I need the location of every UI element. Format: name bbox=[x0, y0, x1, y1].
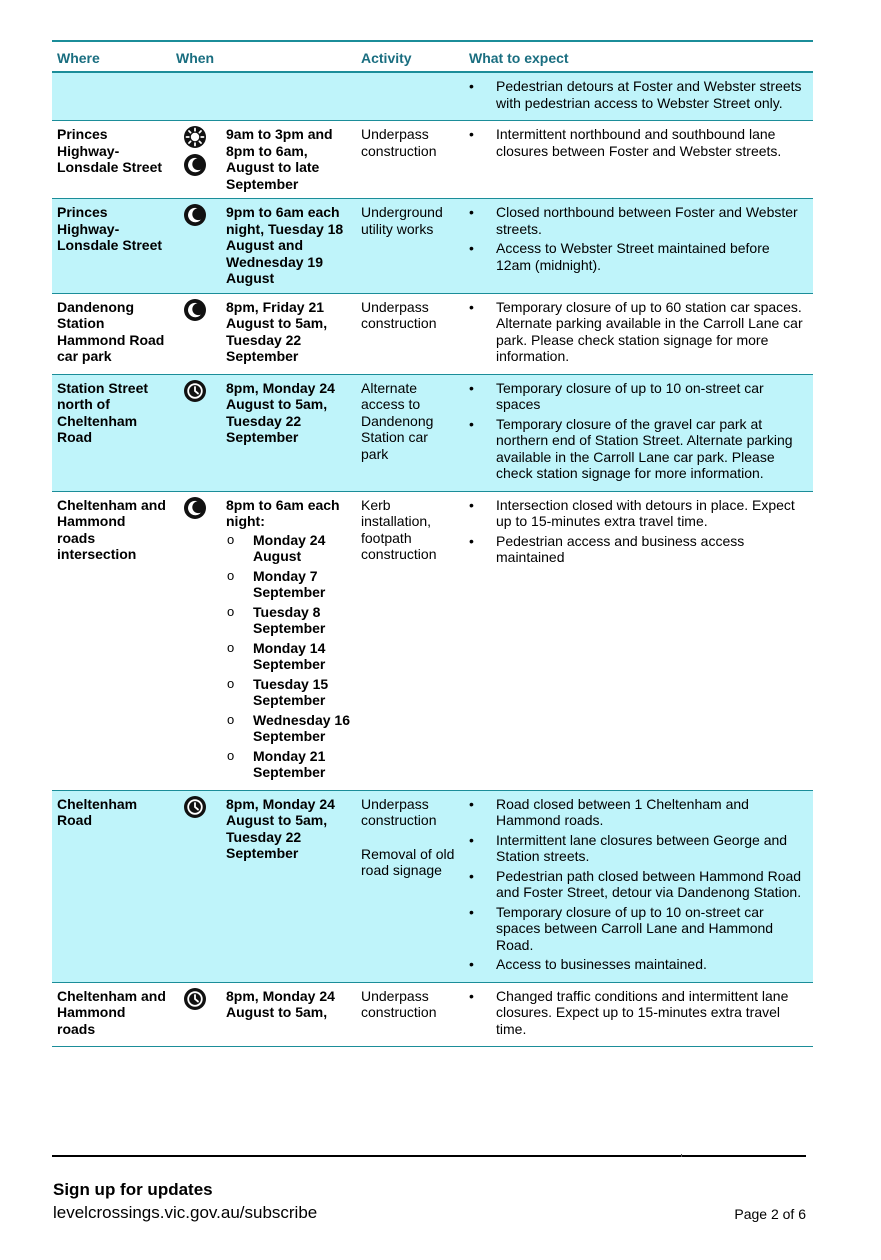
table-row bbox=[52, 293, 813, 374]
when-text: 8pm, Friday 21 August to 5am, Tuesday 22 September bbox=[226, 298, 328, 364]
cell-where: Station Street north of Cheltenham Road bbox=[52, 374, 171, 491]
cell-activity bbox=[356, 374, 464, 491]
expect-list bbox=[469, 204, 808, 273]
date-item: o Wednesday 16 September bbox=[226, 712, 351, 745]
roadworks-table bbox=[52, 40, 813, 1047]
page-number: Page 2 of 6 bbox=[734, 1206, 806, 1222]
cell-when bbox=[171, 199, 356, 294]
cell-activity bbox=[356, 982, 464, 1047]
moon-icon bbox=[183, 153, 207, 177]
table-row bbox=[52, 982, 813, 1047]
cell-when bbox=[171, 293, 356, 374]
date-item: o Tuesday 8 September bbox=[226, 604, 351, 637]
table-header-row bbox=[52, 41, 813, 72]
moon-icon bbox=[183, 496, 207, 520]
cell-what-to-expect bbox=[464, 199, 813, 294]
cell-what-to-expect bbox=[464, 374, 813, 491]
cell-what-to-expect bbox=[464, 293, 813, 374]
activity-text: Underpass construction bbox=[361, 126, 437, 159]
cell-when bbox=[171, 982, 356, 1047]
date-item: o Monday 21 September bbox=[226, 748, 351, 781]
activity-text: Underpass construction bbox=[361, 795, 437, 828]
cell-where bbox=[52, 72, 171, 121]
when-text: 8pm to 6am each night: bbox=[226, 496, 340, 529]
expect-item: • Intersection closed with detours in place. Expect up to 15-minutes extra travel time. bbox=[469, 497, 808, 530]
moon-icon bbox=[183, 203, 207, 227]
expect-item: • Pedestrian path closed between Hammond Road and Foster Street, detour via Dandenong Station. bbox=[469, 868, 808, 901]
expect-item: • Temporary closure of up to 10 on-street car spaces between Carroll Lane and Hammond Road. bbox=[469, 904, 808, 954]
header-where: Where bbox=[52, 41, 171, 72]
cell-where: Cheltenham and Hammond roads bbox=[52, 982, 171, 1047]
date-item: o Monday 24 August bbox=[226, 532, 351, 565]
cell-when bbox=[171, 491, 356, 790]
expect-item: • Closed northbound between Foster and Webster streets. bbox=[469, 204, 808, 237]
expect-list bbox=[469, 380, 808, 482]
cell-where: Cheltenham and Hammond roads intersection bbox=[52, 491, 171, 790]
expect-item: • Temporary closure of up to 60 station car spaces. Alternate parking available in the Carroll Lane car park. Please check station signage for more information. bbox=[469, 299, 808, 365]
cell-what-to-expect bbox=[464, 72, 813, 121]
table-row bbox=[52, 72, 813, 121]
activity-text: Underpass construction bbox=[361, 298, 437, 331]
expect-item: • Intermittent northbound and southbound lane closures between Foster and Webster streets. bbox=[469, 126, 808, 159]
expect-item: • Pedestrian access and business access maintained bbox=[469, 533, 808, 566]
expect-item: • Intermittent lane closures between George and Station streets. bbox=[469, 832, 808, 865]
table-row bbox=[52, 790, 813, 982]
clock-icon bbox=[183, 987, 207, 1011]
cell-where: Princes Highway-Lonsdale Street bbox=[52, 199, 171, 294]
cell-activity bbox=[356, 293, 464, 374]
cell-where: Princes Highway-Lonsdale Street bbox=[52, 121, 171, 199]
expect-item: • Access to businesses maintained. bbox=[469, 956, 808, 973]
activity-text: Kerb installation, footpath construction bbox=[361, 496, 437, 562]
expect-list bbox=[469, 299, 808, 365]
table-row bbox=[52, 374, 813, 491]
date-item: o Tuesday 15 September bbox=[226, 676, 351, 709]
signup-title: Sign up for updates bbox=[53, 1180, 213, 1199]
activity-text: Underground utility works bbox=[361, 204, 443, 237]
cell-what-to-expect bbox=[464, 790, 813, 982]
cell-what-to-expect bbox=[464, 121, 813, 199]
table-row bbox=[52, 121, 813, 199]
expect-item: • Access to Webster Street maintained before 12am (midnight). bbox=[469, 240, 808, 273]
when-text: 8pm, Monday 24 August to 5am, Tuesday 22 September bbox=[226, 795, 335, 861]
expect-item: • Road closed between 1 Cheltenham and Hammond roads. bbox=[469, 796, 808, 829]
expect-item: • Temporary closure of the gravel car park at northern end of Station Street. Alternate parking available in the Carroll Lane car park. Please check station signage for more information. bbox=[469, 416, 808, 482]
when-text: 9pm to 6am each night, Tuesday 18 August and Wednesday 19 August bbox=[226, 204, 344, 286]
header-what-to-expect: What to expect bbox=[464, 41, 813, 72]
activity-text: Underpass construction bbox=[361, 987, 437, 1020]
clock-icon bbox=[183, 379, 207, 403]
cell-when bbox=[171, 790, 356, 982]
expect-item: • Temporary closure of up to 10 on-street car spaces bbox=[469, 380, 808, 413]
cell-when bbox=[171, 374, 356, 491]
clock-icon bbox=[183, 795, 207, 819]
cell-what-to-expect bbox=[464, 982, 813, 1047]
cell-where: Cheltenham Road bbox=[52, 790, 171, 982]
when-text: 8pm, Monday 24 August to 5am, Tuesday 22 September bbox=[226, 379, 335, 445]
cell-activity bbox=[356, 491, 464, 790]
cell-activity bbox=[356, 72, 464, 121]
cell-where: Dandenong Station Hammond Road car park bbox=[52, 293, 171, 374]
moon-icon bbox=[183, 298, 207, 322]
date-item: o Monday 14 September bbox=[226, 640, 351, 673]
sun-icon bbox=[183, 125, 207, 149]
expect-item: • Changed traffic conditions and intermittent lane closures. Expect up to 15-minutes extra travel time. bbox=[469, 988, 808, 1038]
expect-list bbox=[469, 497, 808, 566]
activity-text: Alternate access to Dandenong Station car park bbox=[361, 379, 434, 462]
table-row bbox=[52, 491, 813, 790]
expect-list bbox=[469, 78, 808, 111]
expect-list bbox=[469, 988, 808, 1038]
cell-activity bbox=[356, 790, 464, 982]
footer-divider bbox=[52, 1155, 806, 1157]
cell-when bbox=[171, 72, 356, 121]
header-when: When bbox=[171, 41, 356, 72]
table-row bbox=[52, 199, 813, 294]
footer-divider-tick bbox=[681, 1154, 682, 1157]
expect-list bbox=[469, 126, 808, 159]
cell-what-to-expect bbox=[464, 491, 813, 790]
cell-when bbox=[171, 121, 356, 199]
expect-list bbox=[469, 796, 808, 973]
signup-link[interactable]: levelcrossings.vic.gov.au/subscribe bbox=[53, 1203, 318, 1222]
expect-item: • Pedestrian detours at Foster and Webster streets with pedestrian access to Webster Street only. bbox=[469, 78, 808, 111]
header-activity: Activity bbox=[356, 41, 464, 72]
date-list bbox=[226, 532, 351, 781]
when-text: 8pm, Monday 24 August to 5am, bbox=[226, 987, 335, 1020]
date-item: o Monday 7 September bbox=[226, 568, 351, 601]
activity-text: Removal of old road signage bbox=[361, 845, 455, 878]
cell-activity bbox=[356, 199, 464, 294]
when-text: 9am to 3pm and 8pm to 6am, August to late September bbox=[226, 126, 333, 192]
cell-activity bbox=[356, 121, 464, 199]
